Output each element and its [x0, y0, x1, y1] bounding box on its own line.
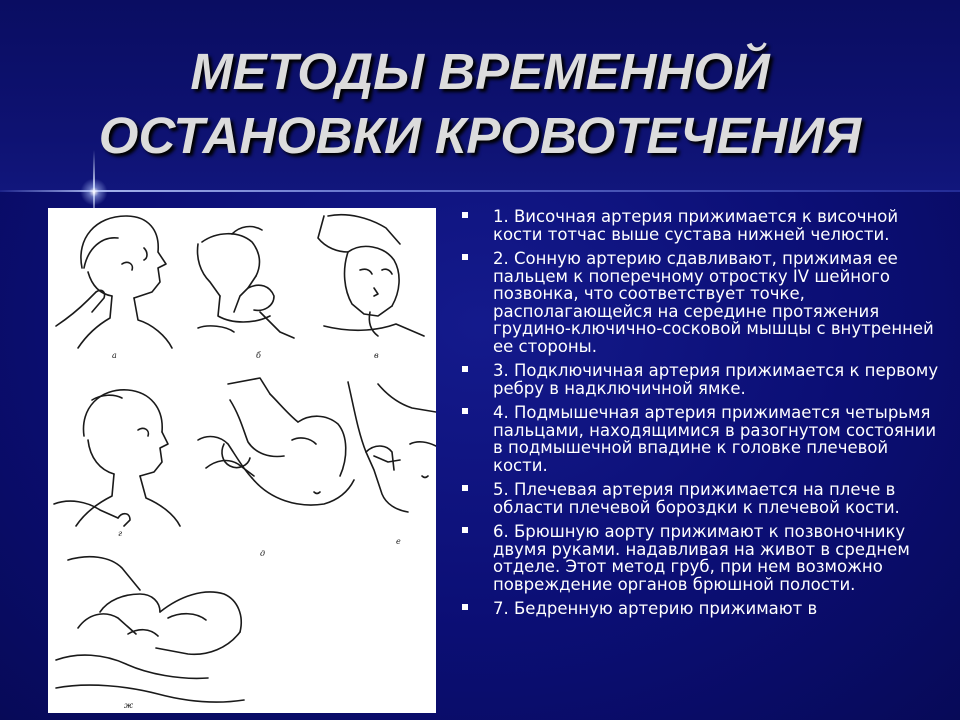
title-line-2: ОСТАНОВКИ КРОВОТЕЧЕНИЯ — [98, 107, 862, 164]
illustration-panel — [48, 208, 436, 713]
list-item-text: 4. Подмышечная артерия прижимается четырьмя пальцами, находящимися в разогнутом состоянии в подмышечной впадине к головке плечевой кости. — [493, 403, 937, 475]
bullet-icon — [462, 604, 468, 610]
list-item — [462, 481, 944, 516]
bullet-icon — [462, 527, 468, 533]
list-item — [462, 362, 944, 397]
slide-title — [40, 40, 920, 168]
panel-label-g: ж — [124, 701, 134, 710]
list-item — [462, 250, 944, 355]
illustration-f — [348, 382, 436, 512]
list-item — [462, 523, 944, 593]
bullet-icon — [462, 366, 468, 372]
bullet-icon — [462, 485, 468, 491]
list-item-text: 1. Височная артерия прижимается к височной кости тотчас выше сустава нижней челюсти. — [493, 207, 899, 244]
bullet-icon — [462, 212, 468, 218]
illustration-c — [318, 215, 424, 336]
panel-label-e: д — [260, 549, 266, 558]
illustration-d — [54, 390, 180, 526]
bullet-icon — [462, 254, 468, 260]
methods-list — [462, 208, 944, 625]
panel-label-a: а — [112, 351, 117, 360]
panel-label-b: б — [256, 351, 261, 360]
panel-label-c: в — [374, 351, 379, 360]
illustration-a — [56, 216, 172, 348]
list-item-text: 3. Подключичная артерия прижимается к первому ребру в надключичной ямке. — [493, 361, 939, 398]
list-item — [462, 208, 944, 243]
title-line-1: МЕТОДЫ ВРЕМЕННОЙ — [190, 43, 770, 100]
illustration-g — [56, 557, 244, 702]
list-item-text: 2. Сонную артерию сдавливают, прижимая ее пальцем к поперечному отростку IV шейного позвонка, что соответствует точке, располагающейся на середине протяжения грудино-ключично-сосковой мышцы с внутренней ее стороны. — [493, 249, 934, 356]
list-item — [462, 600, 944, 618]
list-item — [462, 404, 944, 474]
sparkle-icon — [78, 176, 110, 208]
list-item-text: 5. Плечевая артерия прижимается на плече в области плечевой бороздки к плечевой кости. — [493, 480, 900, 517]
bullet-icon — [462, 408, 468, 414]
illustration-b — [198, 227, 295, 338]
list-item-text: 7. Бедренную артерию прижимают в — [493, 599, 818, 618]
list-item-text: 6. Брюшную аорту прижимают к позвоночнику двумя руками. надавливая на живот в среднем отделе. Этот метод груб, при нем возможно повреждение органов брюшной полости. — [493, 522, 910, 594]
decorative-horizontal-line — [0, 190, 960, 192]
illustration-e — [198, 378, 354, 505]
panel-label-f: е — [396, 537, 401, 546]
panel-label-d: г — [118, 529, 123, 538]
